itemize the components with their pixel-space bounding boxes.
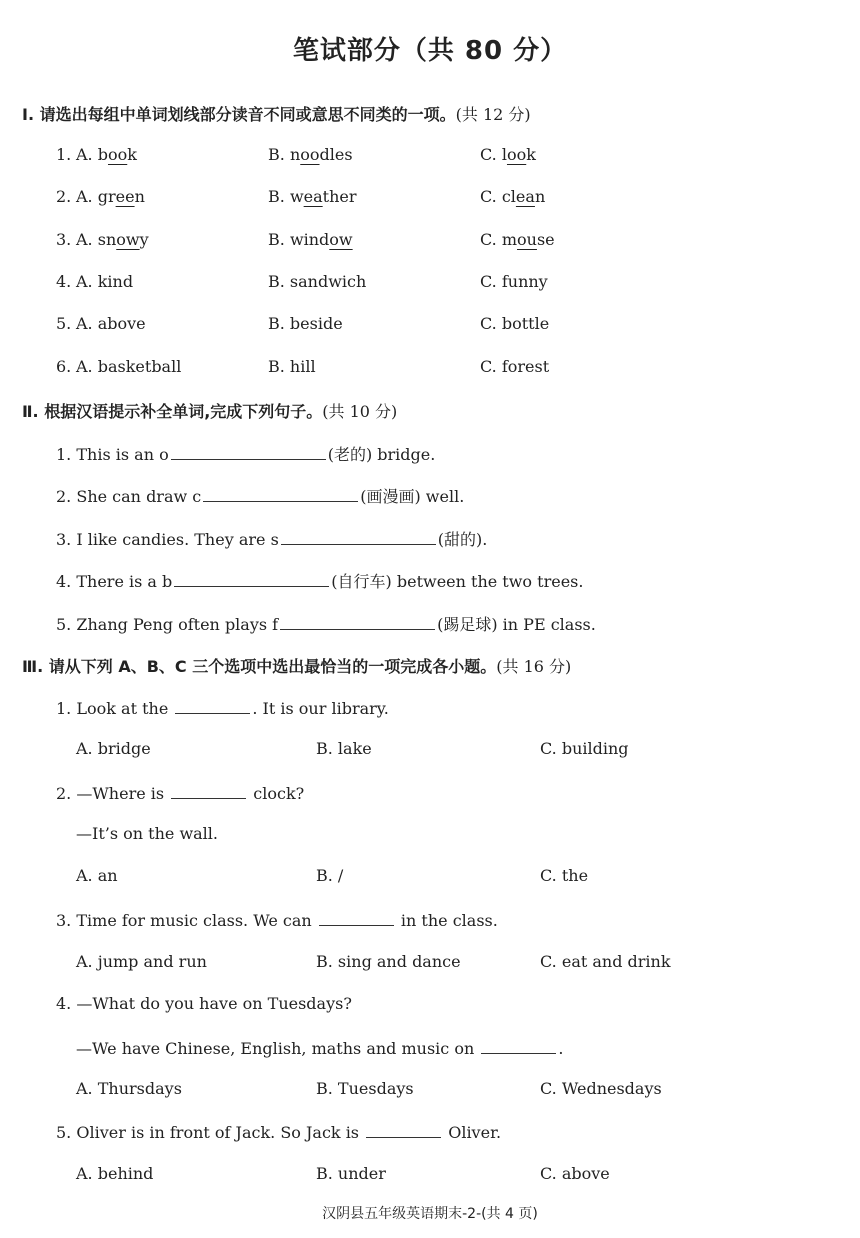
answer-blank[interactable] (481, 1037, 556, 1054)
option-a: A. an (76, 866, 118, 885)
s1-item-num: 5. (56, 314, 72, 333)
s3-q5-stem: 5. Oliver is in front of Jack. So Jack is Oliver. (56, 1123, 502, 1142)
answer-blank[interactable] (175, 697, 250, 714)
s1-option-c: C. forest (480, 357, 550, 376)
s1-option-a: A. basketball (76, 357, 182, 376)
s1-item-3 (0, 230, 860, 254)
s1-item-4 (0, 272, 860, 296)
option-a: A. bridge (76, 739, 151, 758)
s1-item-num: 3. (56, 230, 72, 249)
answer-blank[interactable] (280, 613, 435, 630)
s3-q2-stem: 2. —Where is clock? (56, 784, 305, 803)
s3-q2-options (0, 866, 860, 890)
s2-item-4: 4. There is a b (自行车) between the two trees. (56, 572, 584, 591)
answer-blank[interactable] (281, 528, 436, 545)
answer-blank[interactable] (319, 909, 394, 926)
s1-option-a: A. green (76, 187, 145, 206)
s1-item-num: 6. (56, 357, 72, 376)
s1-option-a: A. snowy (76, 230, 149, 249)
s1-item-1 (0, 145, 860, 169)
s1-option-b: B. weather (268, 187, 357, 206)
s3-q4-reply: —We have Chinese, English, maths and music on . (76, 1039, 564, 1058)
s3-q3-stem: 3. Time for music class. We can in the class. (56, 911, 498, 930)
s1-option-a: A. kind (76, 272, 134, 291)
answer-blank[interactable] (171, 443, 326, 460)
s1-item-2 (0, 187, 860, 211)
s1-option-a: A. book (76, 145, 137, 164)
answer-blank[interactable] (203, 485, 358, 502)
s1-option-b: B. sandwich (268, 272, 367, 291)
option-b: B. sing and dance (316, 952, 461, 971)
option-b: B. / (316, 866, 344, 885)
section-2-heading (22, 399, 397, 422)
option-c: C. the (540, 866, 589, 885)
s3-q4-question: 4. —What do you have on Tuesdays? (56, 994, 352, 1013)
s1-item-num: 1. (56, 145, 72, 164)
s1-option-a: A. above (76, 314, 146, 333)
s3-q4-options (0, 1079, 860, 1103)
s3-q2-reply: —It’s on the wall. (76, 824, 218, 843)
section-1-points: (共 12 分) (455, 105, 531, 124)
section-3-points: (共 16 分) (496, 657, 572, 676)
s1-option-b: B. beside (268, 314, 343, 333)
s3-q1-stem: 1. Look at the . It is our library. (56, 699, 389, 718)
section-2-points: (共 10 分) (322, 402, 398, 421)
s3-q3-options (0, 952, 860, 976)
s1-option-c: C. bottle (480, 314, 550, 333)
s3-q1-options (0, 739, 860, 763)
section-2-title: Ⅱ. 根据汉语提示补全单词,完成下列句子。 (22, 402, 323, 421)
option-b: B. lake (316, 739, 372, 758)
option-c: C. building (540, 739, 629, 758)
s1-option-b: B. noodles (268, 145, 353, 164)
s1-option-c: C. mouse (480, 230, 555, 249)
s1-item-num: 4. (56, 272, 72, 291)
s1-option-c: C. clean (480, 187, 546, 206)
option-a: A. behind (76, 1164, 154, 1183)
option-c: C. Wednesdays (540, 1079, 662, 1098)
section-3-heading (22, 654, 571, 677)
option-c: C. above (540, 1164, 610, 1183)
s1-item-6 (0, 357, 860, 381)
option-b: B. under (316, 1164, 386, 1183)
answer-blank[interactable] (366, 1121, 441, 1138)
s1-item-num: 2. (56, 187, 72, 206)
s2-item-2: 2. She can draw c (画漫画) well. (56, 487, 465, 506)
s1-option-b: B. window (268, 230, 353, 249)
s2-item-5: 5. Zhang Peng often plays f (踢足球) in PE class. (56, 615, 596, 634)
page-title: 笔试部分（共 80 分） (292, 36, 568, 66)
s2-item-1: 1. This is an o (老的) bridge. (56, 445, 436, 464)
s1-option-b: B. hill (268, 357, 316, 376)
s1-option-c: C. look (480, 145, 536, 164)
section-3-title: Ⅲ. 请从下列 A、B、C 三个选项中选出最恰当的一项完成各小题。 (22, 657, 497, 676)
option-a: A. Thursdays (76, 1079, 182, 1098)
s1-option-c: C. funny (480, 272, 548, 291)
answer-blank[interactable] (171, 782, 246, 799)
s3-q5-options (0, 1164, 860, 1188)
s1-item-5 (0, 314, 860, 338)
page-footer: 汉阴县五年级英语期末-2-(共 4 页) (322, 1206, 538, 1222)
option-b: B. Tuesdays (316, 1079, 414, 1098)
answer-blank[interactable] (174, 570, 329, 587)
s2-item-3: 3. I like candies. They are s (甜的). (56, 530, 488, 549)
option-c: C. eat and drink (540, 952, 671, 971)
section-1-heading (22, 102, 531, 125)
section-1-title: Ⅰ. 请选出每组中单词划线部分读音不同或意思不同类的一项。 (22, 105, 456, 124)
option-a: A. jump and run (76, 952, 207, 971)
